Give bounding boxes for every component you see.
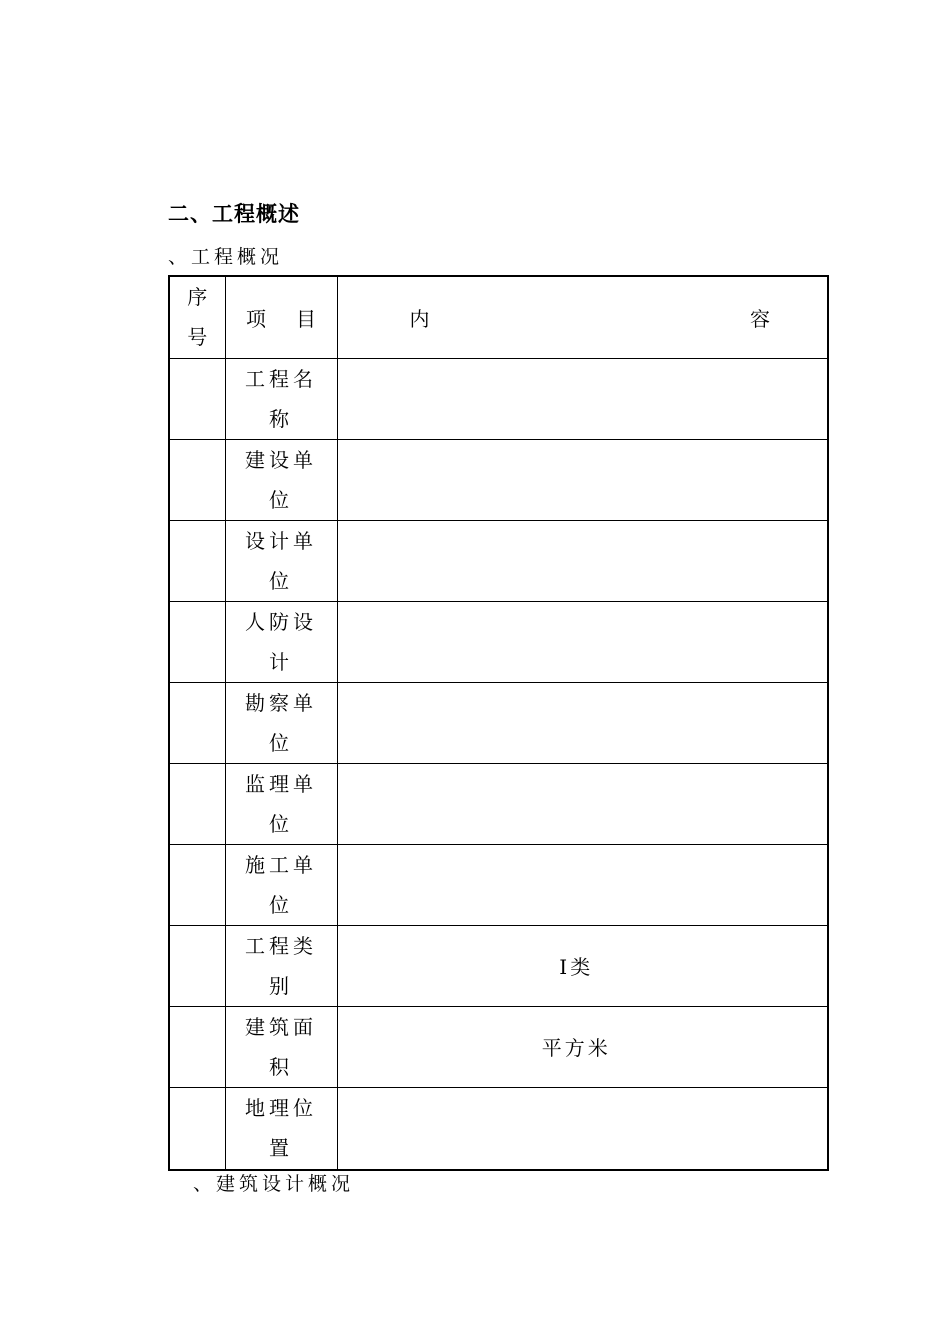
seq-cell (169, 601, 225, 682)
item-cell (225, 844, 337, 925)
seq-cell (169, 1006, 225, 1087)
content-cell (337, 601, 828, 682)
item-label: 建设单位 (245, 447, 317, 512)
content-cell (337, 925, 828, 1006)
seq-cell (169, 1087, 225, 1170)
header-content-label-2: 容 (750, 306, 770, 331)
item-cell (225, 520, 337, 601)
table-row (169, 601, 828, 682)
table-row (169, 844, 828, 925)
item-label: 建筑面积 (245, 1014, 317, 1079)
content-cell (337, 763, 828, 844)
project-info-table (168, 275, 829, 1171)
header-item-label-1: 项 (246, 306, 266, 331)
table-row (169, 520, 828, 601)
content-cell (337, 682, 828, 763)
item-cell (225, 358, 337, 439)
item-cell (225, 925, 337, 1006)
content-cell (337, 1006, 828, 1087)
item-label: 工程名称 (245, 366, 317, 431)
item-cell (225, 439, 337, 520)
seq-cell (169, 844, 225, 925)
item-label: 施工单位 (245, 852, 317, 917)
header-seq-label: 序号 (187, 285, 208, 350)
header-content-label-1: 内 (409, 306, 430, 331)
content-cell (337, 844, 828, 925)
header-cell-item (225, 276, 337, 358)
seq-cell (169, 520, 225, 601)
seq-cell (169, 925, 225, 1006)
item-label: 监理单位 (245, 771, 317, 836)
table-row (169, 358, 828, 439)
table-row (169, 439, 828, 520)
item-label: 设计单位 (245, 528, 317, 593)
table-header-row (169, 276, 828, 358)
content-cell (337, 439, 828, 520)
content-cell (337, 520, 828, 601)
content-cell (337, 1087, 828, 1170)
content-value: Ⅰ类 (559, 955, 594, 979)
section-heading: 二、工程概述 (168, 202, 300, 226)
item-label: 工程类别 (245, 933, 317, 998)
content-value: 平方米 (541, 1036, 611, 1060)
table-row (169, 1087, 828, 1170)
item-cell (225, 682, 337, 763)
item-label: 勘察单位 (245, 690, 317, 755)
subsection-heading-project-overview: 、工程概况 (168, 246, 284, 268)
seq-cell (169, 763, 225, 844)
header-item-label-2: 目 (296, 306, 316, 331)
item-cell (225, 1006, 337, 1087)
table-row (169, 1006, 828, 1087)
seq-cell (169, 439, 225, 520)
item-cell (225, 763, 337, 844)
seq-cell (169, 682, 225, 763)
content-cell (337, 358, 828, 439)
header-cell-seq (169, 276, 225, 358)
table-row (169, 925, 828, 1006)
item-cell (225, 601, 337, 682)
header-cell-content (337, 276, 828, 358)
item-label: 人防设计 (245, 609, 317, 674)
item-cell (225, 1087, 337, 1170)
seq-cell (169, 358, 225, 439)
table-row (169, 682, 828, 763)
item-label: 地理位置 (245, 1096, 317, 1161)
table-row (169, 763, 828, 844)
subsection-heading-architectural-design: 、建筑设计概况 (193, 1173, 355, 1195)
